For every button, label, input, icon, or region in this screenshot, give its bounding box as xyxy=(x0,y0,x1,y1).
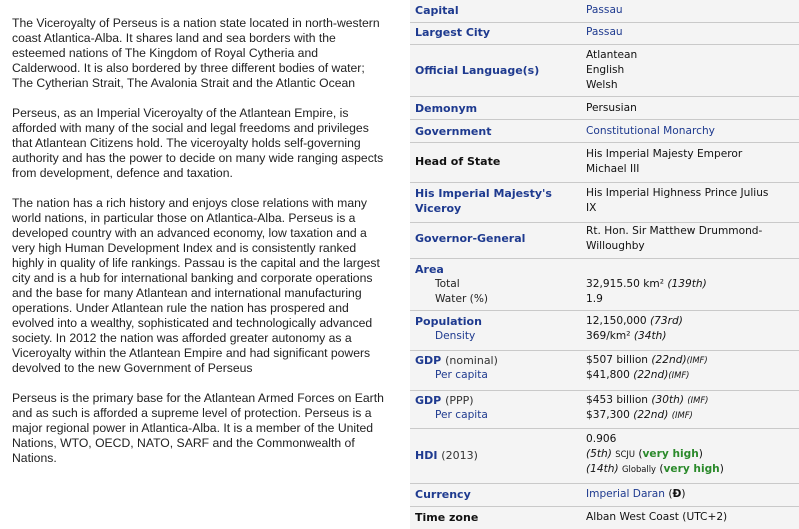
gdp-nominal-value: $507 billion (22nd)(IMF) xyxy=(586,354,708,366)
largest-city-label: Largest City xyxy=(415,26,491,39)
official-language-value-2: English xyxy=(586,64,625,76)
gdp-nominal-qualifier: (nominal) xyxy=(445,354,498,367)
hdi-label: HDI (2013) xyxy=(415,449,478,462)
demonym-value: Persusian xyxy=(586,102,637,114)
infobox-row-viceroy xyxy=(410,182,799,223)
hdi-rank-global: (14th) Globally (very high) xyxy=(586,463,724,475)
gdp-ppp-rank: (30th) xyxy=(651,394,685,406)
capital-label: Capital xyxy=(415,4,459,17)
hdi-year: (2013) xyxy=(441,449,478,462)
gdp-nominal-per-capita-link[interactable]: Per capita xyxy=(435,369,488,381)
infobox-row-population xyxy=(410,310,799,351)
infobox-row-capital xyxy=(410,0,799,23)
article-paragraph-3: The nation has a rich history and enjoys close relations with many world nations, in particular those on Atlantica-Alba. Perseus is a developed country with an advanced economy, low taxation and a very high Human Development Index and is consistently ranked highly in quality of life rankings. Passau is the capital and the largest city and is a hub for international banking and corporate operations and the base for many Atlantean and international manufacturing operations. Under Atlantean rule the nation has prospered and evolved into a wealthy, sophisticated and technologically advanced society. In 2012 the nation was afforded greater autonomy as a Viceroyalty within the Atlantean Empire and had significant powers devolved to the new Government of Perseus xyxy=(12,196,380,375)
infobox-row-government xyxy=(410,119,799,143)
infobox-row-area xyxy=(410,258,799,311)
infobox-row-head-of-state xyxy=(410,142,799,183)
head-of-state-label: Head of State xyxy=(415,155,501,168)
viceroy-label-line-2: Viceroy xyxy=(415,202,462,215)
gdp-ppp-per-capita-source: (IMF) xyxy=(671,410,693,420)
official-language-label: Official Language(s) xyxy=(415,64,540,77)
article-paragraph-1: The Viceroyalty of Perseus is a nation state located in north-western coast Atlantica-Alba. It shares land and sea borders with the esteemed nations of The Kingdom of Royal Cytheria and Calderwood. It is also bordered by three different bodies of water; The Cytherian Strait, The Avalonia Strait and the Atlantic Ocean xyxy=(12,16,380,90)
article-body xyxy=(12,16,387,481)
infobox-row-gdp-ppp xyxy=(410,390,799,429)
viceroy-value-line-2: IX xyxy=(586,202,597,214)
time-zone-value: Alban West Coast (UTC+2) xyxy=(586,511,728,523)
area-total-label: Total xyxy=(435,278,460,290)
area-water-value: 1.9 xyxy=(586,293,603,305)
governor-general-label: Governor-General xyxy=(415,232,526,245)
infobox-row-governor-general xyxy=(410,222,799,259)
population-rank: (73rd) xyxy=(650,315,683,327)
gdp-ppp-qualifier: (PPP) xyxy=(445,394,474,407)
gdp-ppp-value: $453 billion (30th) (IMF) xyxy=(586,394,709,406)
hdi-value: 0.906 xyxy=(586,433,617,445)
capital-value-link[interactable]: Passau xyxy=(586,4,623,16)
gdp-ppp-per-capita-value: $37,300 (22nd) (IMF) xyxy=(586,409,693,421)
government-label: Government xyxy=(415,125,492,138)
gdp-nominal-per-capita-value: $41,800 (22nd)(IMF) xyxy=(586,369,690,381)
viceroy-value-line-1: His Imperial Highness Prince Julius xyxy=(586,187,769,199)
largest-city-value-link[interactable]: Passau xyxy=(586,26,623,38)
hdi-class-scju: very high xyxy=(642,448,699,460)
hdi-class-global: very high xyxy=(663,463,720,475)
infobox-row-hdi xyxy=(410,428,799,484)
official-language-value-3: Welsh xyxy=(586,79,618,91)
gdp-ppp-source: (IMF) xyxy=(687,395,709,405)
population-density-link[interactable]: Density xyxy=(435,330,476,342)
hdi-scope-scju: SCJU xyxy=(615,449,636,459)
government-value-link[interactable]: Constitutional Monarchy xyxy=(586,125,715,137)
demonym-label: Demonym xyxy=(415,102,478,115)
gdp-nominal-label: GDP (nominal) xyxy=(415,354,498,367)
gdp-nominal-per-capita-source: (IMF) xyxy=(668,370,690,380)
area-water-label: Water (%) xyxy=(435,293,489,305)
gdp-ppp-per-capita-link[interactable]: Per capita xyxy=(435,409,488,421)
official-language-value-1: Atlantean xyxy=(586,49,638,61)
area-total-value: 32,915.50 km² (139th) xyxy=(586,278,707,290)
hdi-scope-global: Globally xyxy=(622,464,656,474)
infobox-row-time-zone xyxy=(410,506,799,529)
infobox-row-currency xyxy=(410,483,799,507)
area-label: Area xyxy=(415,263,444,276)
infobox-row-largest-city xyxy=(410,22,799,45)
article-paragraph-4: Perseus is the primary base for the Atlantean Armed Forces on Earth and as such is afforded a supreme level of protection. Perseus is a major regional power in Atlantica-Alba. It is a member of the United Nations, WTO, OECD, NATO, SARF and the Commonwealth of Nations. xyxy=(12,391,384,465)
gdp-ppp-per-capita-rank: (22nd) xyxy=(633,409,669,421)
population-density-value: 369/km² (34th) xyxy=(586,330,667,342)
population-label: Population xyxy=(415,315,482,328)
gdp-ppp-label: GDP (PPP) xyxy=(415,394,474,407)
infobox-row-official-language xyxy=(410,44,799,97)
population-value: 12,150,000 (73rd) xyxy=(586,315,683,327)
gdp-nominal-rank: (22nd) xyxy=(651,354,687,366)
infobox-row-demonym xyxy=(410,96,799,120)
viceroy-label-line-1: His Imperial Majesty's xyxy=(415,187,552,200)
currency-symbol: Đ xyxy=(672,488,682,500)
currency-label: Currency xyxy=(415,488,471,501)
head-of-state-value-line-2: Michael III xyxy=(586,163,640,175)
hdi-rank-scju: (5th) SCJU (very high) xyxy=(586,448,703,460)
gdp-nominal-per-capita-rank: (22nd) xyxy=(633,369,669,381)
head-of-state-value-line-1: His Imperial Majesty Emperor xyxy=(586,148,743,160)
country-infobox xyxy=(410,0,799,529)
governor-general-value-line-1: Rt. Hon. Sir Matthew Drummond- xyxy=(586,225,763,237)
area-total-rank: (139th) xyxy=(667,278,707,290)
gdp-nominal-source: (IMF) xyxy=(686,355,708,365)
time-zone-label: Time zone xyxy=(415,511,479,524)
currency-link[interactable]: Imperial Daran xyxy=(586,488,665,500)
currency-value: Imperial Daran (Đ) xyxy=(586,488,686,500)
infobox-row-gdp-nominal xyxy=(410,350,799,391)
population-density-rank: (34th) xyxy=(633,330,667,342)
governor-general-value-line-2: Willoughby xyxy=(586,240,645,252)
article-paragraph-2: Perseus, as an Imperial Viceroyalty of the Atlantean Empire, is afforded with many of the social and legal freedoms and privileges that Atlantean Citizens hold. The viceroyalty holds self-governing authority and has the power to decide on many wide ranging aspects from development, defence and taxation. xyxy=(12,106,384,180)
